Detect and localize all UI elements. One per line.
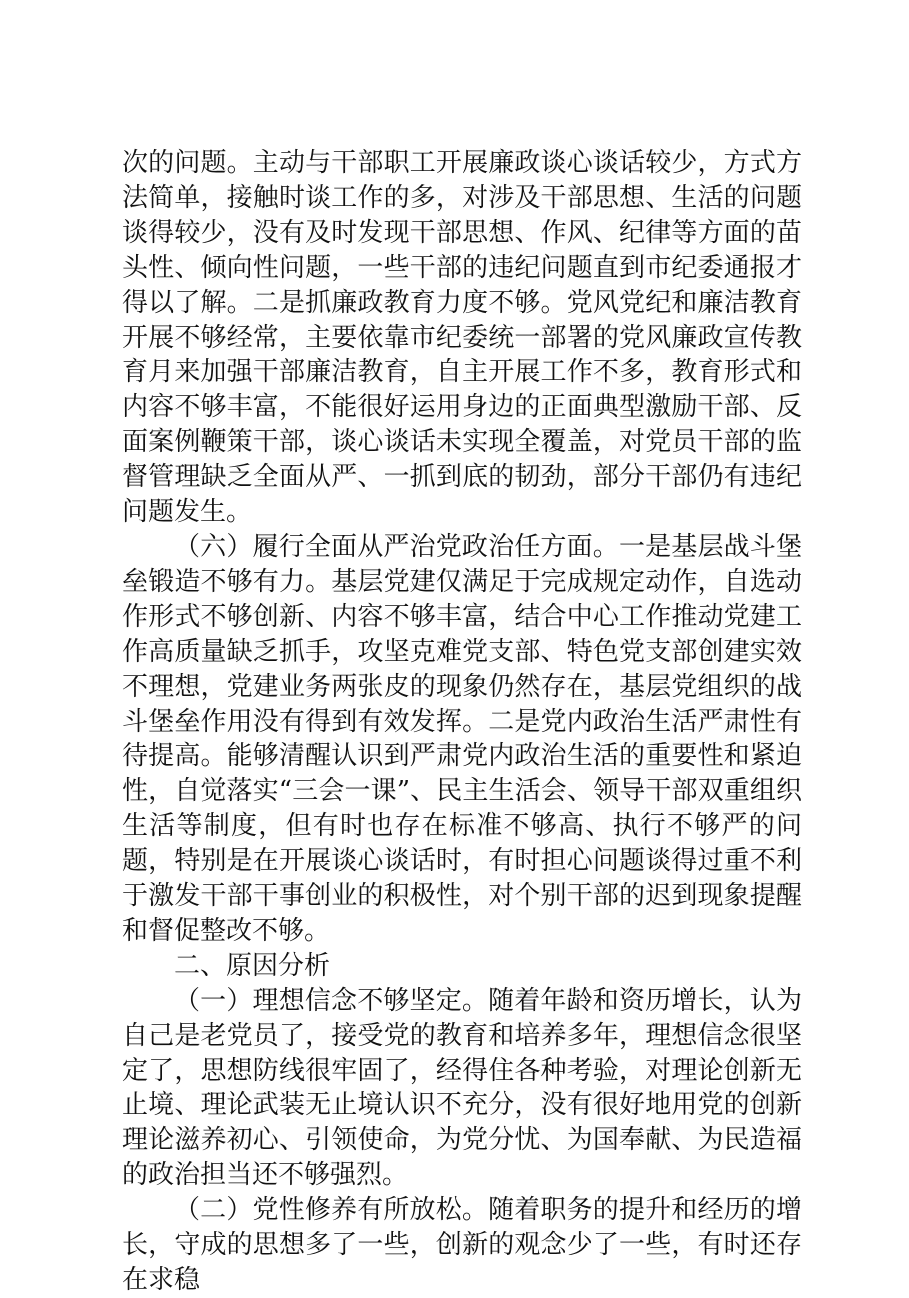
paragraph-cause-two: [122, 1193, 802, 1298]
paragraph-cause-one: [122, 984, 802, 1193]
document-body: [122, 146, 802, 1298]
paragraph-continuation: [122, 146, 802, 530]
section-heading-text: 二、原因分析: [174, 950, 331, 981]
paragraph-six: [122, 530, 802, 949]
paragraph-text: 随着职务的提升和经历的增长，守成的思想多了一些，创新的观念少了一些，有时还存在求稳: [122, 1195, 802, 1295]
paragraph-lead: （二）党性修养有所放松。: [174, 1195, 489, 1226]
section-heading-cause-analysis: [122, 949, 802, 984]
paragraph-lead: （一）理想信念不够坚定。: [174, 985, 489, 1016]
paragraph-text: 随着年龄和资历增长，认为自己是老党员了，接受党的教育和培养多年，理想信念很坚定了，思想防线很牢固了，经得住各种考验，对理论创新无止境、理论武装无止境认识不充分，没有很好地用党的创新理论滋养初心、引领使命，为党分忧、为国奉献、为民造福的政治担当还不够强烈。: [122, 985, 802, 1191]
paragraph-text: 次的问题。主动与干部职工开展廉政谈心谈话较少，方式方法简单，接触时谈工作的多，对涉及干部思想、生活的问题谈得较少，没有及时发现干部思想、作风、纪律等方面的苗头性、倾向性问题，一些干部的违纪问题直到市纪委通报才得以了解。二是抓廉政教育力度不够。党风党纪和廉洁教育开展不够经常，主要依靠市纪委统一部署的党风廉政宣传教育月来加强干部廉洁教育，自主开展工作不多，教育形式和内容不够丰富，不能很好运用身边的正面典型激励干部、反面案例鞭策干部，谈心谈话未实现全覆盖，对党员干部的监督管理缺乏全面从严、一抓到底的韧劲，部分干部仍有违纪问题发生。: [122, 148, 802, 528]
paragraph-lead: （六）履行全面从严治党政治任方面。: [174, 531, 619, 562]
paragraph-text: 一是基层战斗堡垒锻造不够有力。基层党建仅满足于完成规定动作，自选动作形式不够创新、内容不够丰富，结合中心工作推动党建工作高质量缺乏抓手，攻坚克难党支部、特色党支部创建实效不理想，党建业务两张皮的现象仍然存在，基层党组织的战斗堡垒作用没有得到有效发挥。二是党内政治生活严肃性有待提高。能够清醒认识到严肃党内政治生活的重要性和紧迫性，自觉落实“三会一课”、民主生活会、领导干部双重组织生活等制度，但有时也存在标准不够高、执行不够严的问题，特别是在开展谈心谈话时，有时担心问题谈得过重不利于激发干部干事创业的积极性，对个别干部的迟到现象提醒和督促整改不够。: [122, 531, 802, 946]
